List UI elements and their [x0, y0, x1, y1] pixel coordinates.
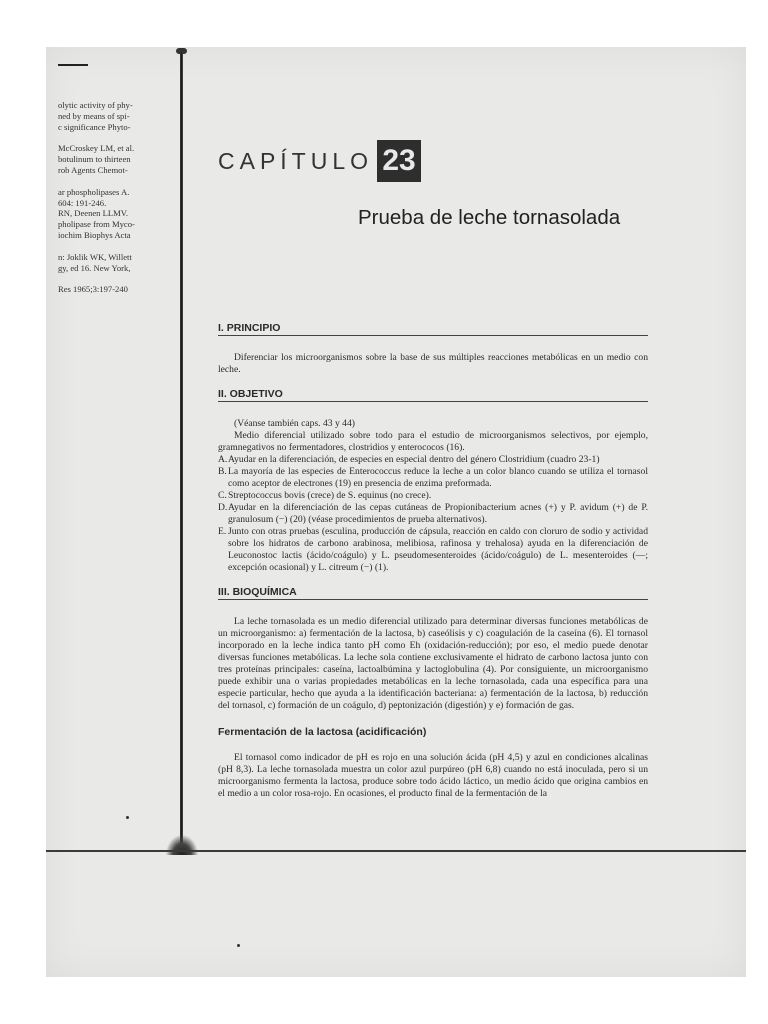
section-heading-principio: I. PRINCIPIO: [218, 322, 648, 336]
list-item: [218, 490, 648, 502]
reference-fragment: olytic activity of phy- ned by means of spi- c significance Phyto-: [58, 100, 133, 132]
scan-speck: [126, 816, 129, 819]
reference-fragment: ar phospholipases A. 604: 191-246. RN, Deenen LLMV. pholipase from Myco- iochim Biophys Acta: [58, 186, 135, 240]
reference-fragment: Res 1965;3:197-240: [58, 284, 128, 295]
chapter-label: [218, 140, 648, 182]
list-letter: B.: [218, 466, 227, 477]
section-heading-objetivo: II. OBJETIVO: [218, 388, 648, 402]
book-spine-line: [180, 52, 183, 847]
top-dash-mark: [58, 64, 88, 66]
list-text: Streptococcus bovis (crece) de S. equinus (no crece).: [228, 490, 432, 501]
objetivo-reference: (Véanse también caps. 43 y 44): [234, 418, 355, 429]
objetivo-list: [218, 454, 648, 574]
reference-fragment: n: Joklik WK, Willett gy, ed 16. New York,: [58, 251, 132, 273]
list-text: Junto con otras pruebas (esculina, producción de cápsula, reacción en caldo con cloruro de sodio y actividad sobre los hidratos de carbono arabinosa, melibiosa, rafinosa y trehalosa) ayuda en la diferenciación de Leuconostoc lactis (ácido/coágulo) y L. pseudomesenteroides (ácido/coágulo) de L. mesenteroides (—; excepción ocasional) y L. citreum (−) (1).: [228, 526, 648, 573]
chapter-word: CAPÍTULO: [218, 147, 374, 174]
list-item: [218, 454, 648, 466]
bioquimica-text: La leche tornasolada es un medio diferencial utilizado para determinar diversas funciones metabólicas de un microorganismo: a) fermentación de la lactosa, b) caseólisis y c) coagulación de la caseína (6). El tornasol incorporado en la leche indica tanto pH como Eh (oxidación-reducción); por eso, el medio puede denotar diversas funciones metabólicas. La leche sola contiene exclusivamente el hidrato de carbono lactosa junto con tres proteínas principales: caseína, lactoalbúmina y lactoglobulina (4). Por consiguiente, un microorganismo puede exhibir una o varias propiedades metabólicas en la leche tornasolada, cada una específica para una especie particular, hecho que ayuda a la identificación bacteriana: a) fermentación de la lactosa, b) reducción del tornasol, c) formación de un coágulo, d) peptonización (digestión) y e) formación de gas.: [218, 616, 648, 711]
list-text: Ayudar en la diferenciación de las cepas cutáneas de Propionibacterium acnes (+) y P. avidum (+) de P. granulosum (−) (20) (véase procedimientos de prueba alternativos).: [228, 502, 648, 525]
left-page-reference-column: [58, 100, 168, 306]
objetivo-intro: Medio diferencial utilizado sobre todo para el estudio de microorganismos selectivos, por ejemplo, gramnegativos no fermentadores, clostridios y enterococos (16).: [218, 430, 648, 453]
list-item: [218, 466, 648, 490]
scan-speck: [237, 944, 240, 947]
reference-fragment: McCroskey LM, et al. botulinum to thirteen rob Agents Chemot-: [58, 143, 135, 175]
principio-text: Diferenciar los microorganismos sobre la base de sus múltiples reacciones metabólicas en un medio con leche.: [218, 352, 648, 375]
list-letter: C.: [218, 490, 227, 501]
fermentacion-text: El tornasol como indicador de pH es rojo en una solución ácida (pH 4,5) y azul en condiciones alcalinas (pH 8,3). La leche tornasolada muestra un color azul purpúreo (pH 6,8) cuando no está inoculada, pero si un microorganismo fermenta la lactosa, produce sobre todo ácido láctico, un medio ácido que origina cambios en el medio a un color rosa-rojo. En ocasiones, el producto final de la fermentación de la: [218, 752, 648, 799]
book-spine-shadow: [166, 835, 198, 855]
chapter-number-badge: 23: [377, 140, 421, 182]
subsection-heading-fermentacion: Fermentación de la lactosa (acidificación): [218, 726, 427, 738]
list-text: La mayoría de las especies de Enterococcus reduce la leche a un color blanco cuando se utiliza el tornasol como aceptor de electrones (19) en presencia de enzima preformada.: [228, 466, 648, 489]
list-item: [218, 526, 648, 574]
list-letter: A.: [218, 454, 228, 465]
chapter-body: [218, 322, 648, 812]
chapter-title: Prueba de leche tornasolada: [358, 206, 621, 229]
page-bottom-rule: [46, 850, 746, 852]
list-text: Ayudar en la diferenciación, de especies en especial dentro del género Clostridium (cuadro 23-1): [228, 454, 600, 465]
chapter-header: [218, 140, 648, 229]
section-heading-bioquimica: III. BIOQUÍMICA: [218, 586, 648, 600]
list-item: [218, 502, 648, 526]
list-letter: D.: [218, 502, 228, 513]
list-letter: E.: [218, 526, 227, 537]
